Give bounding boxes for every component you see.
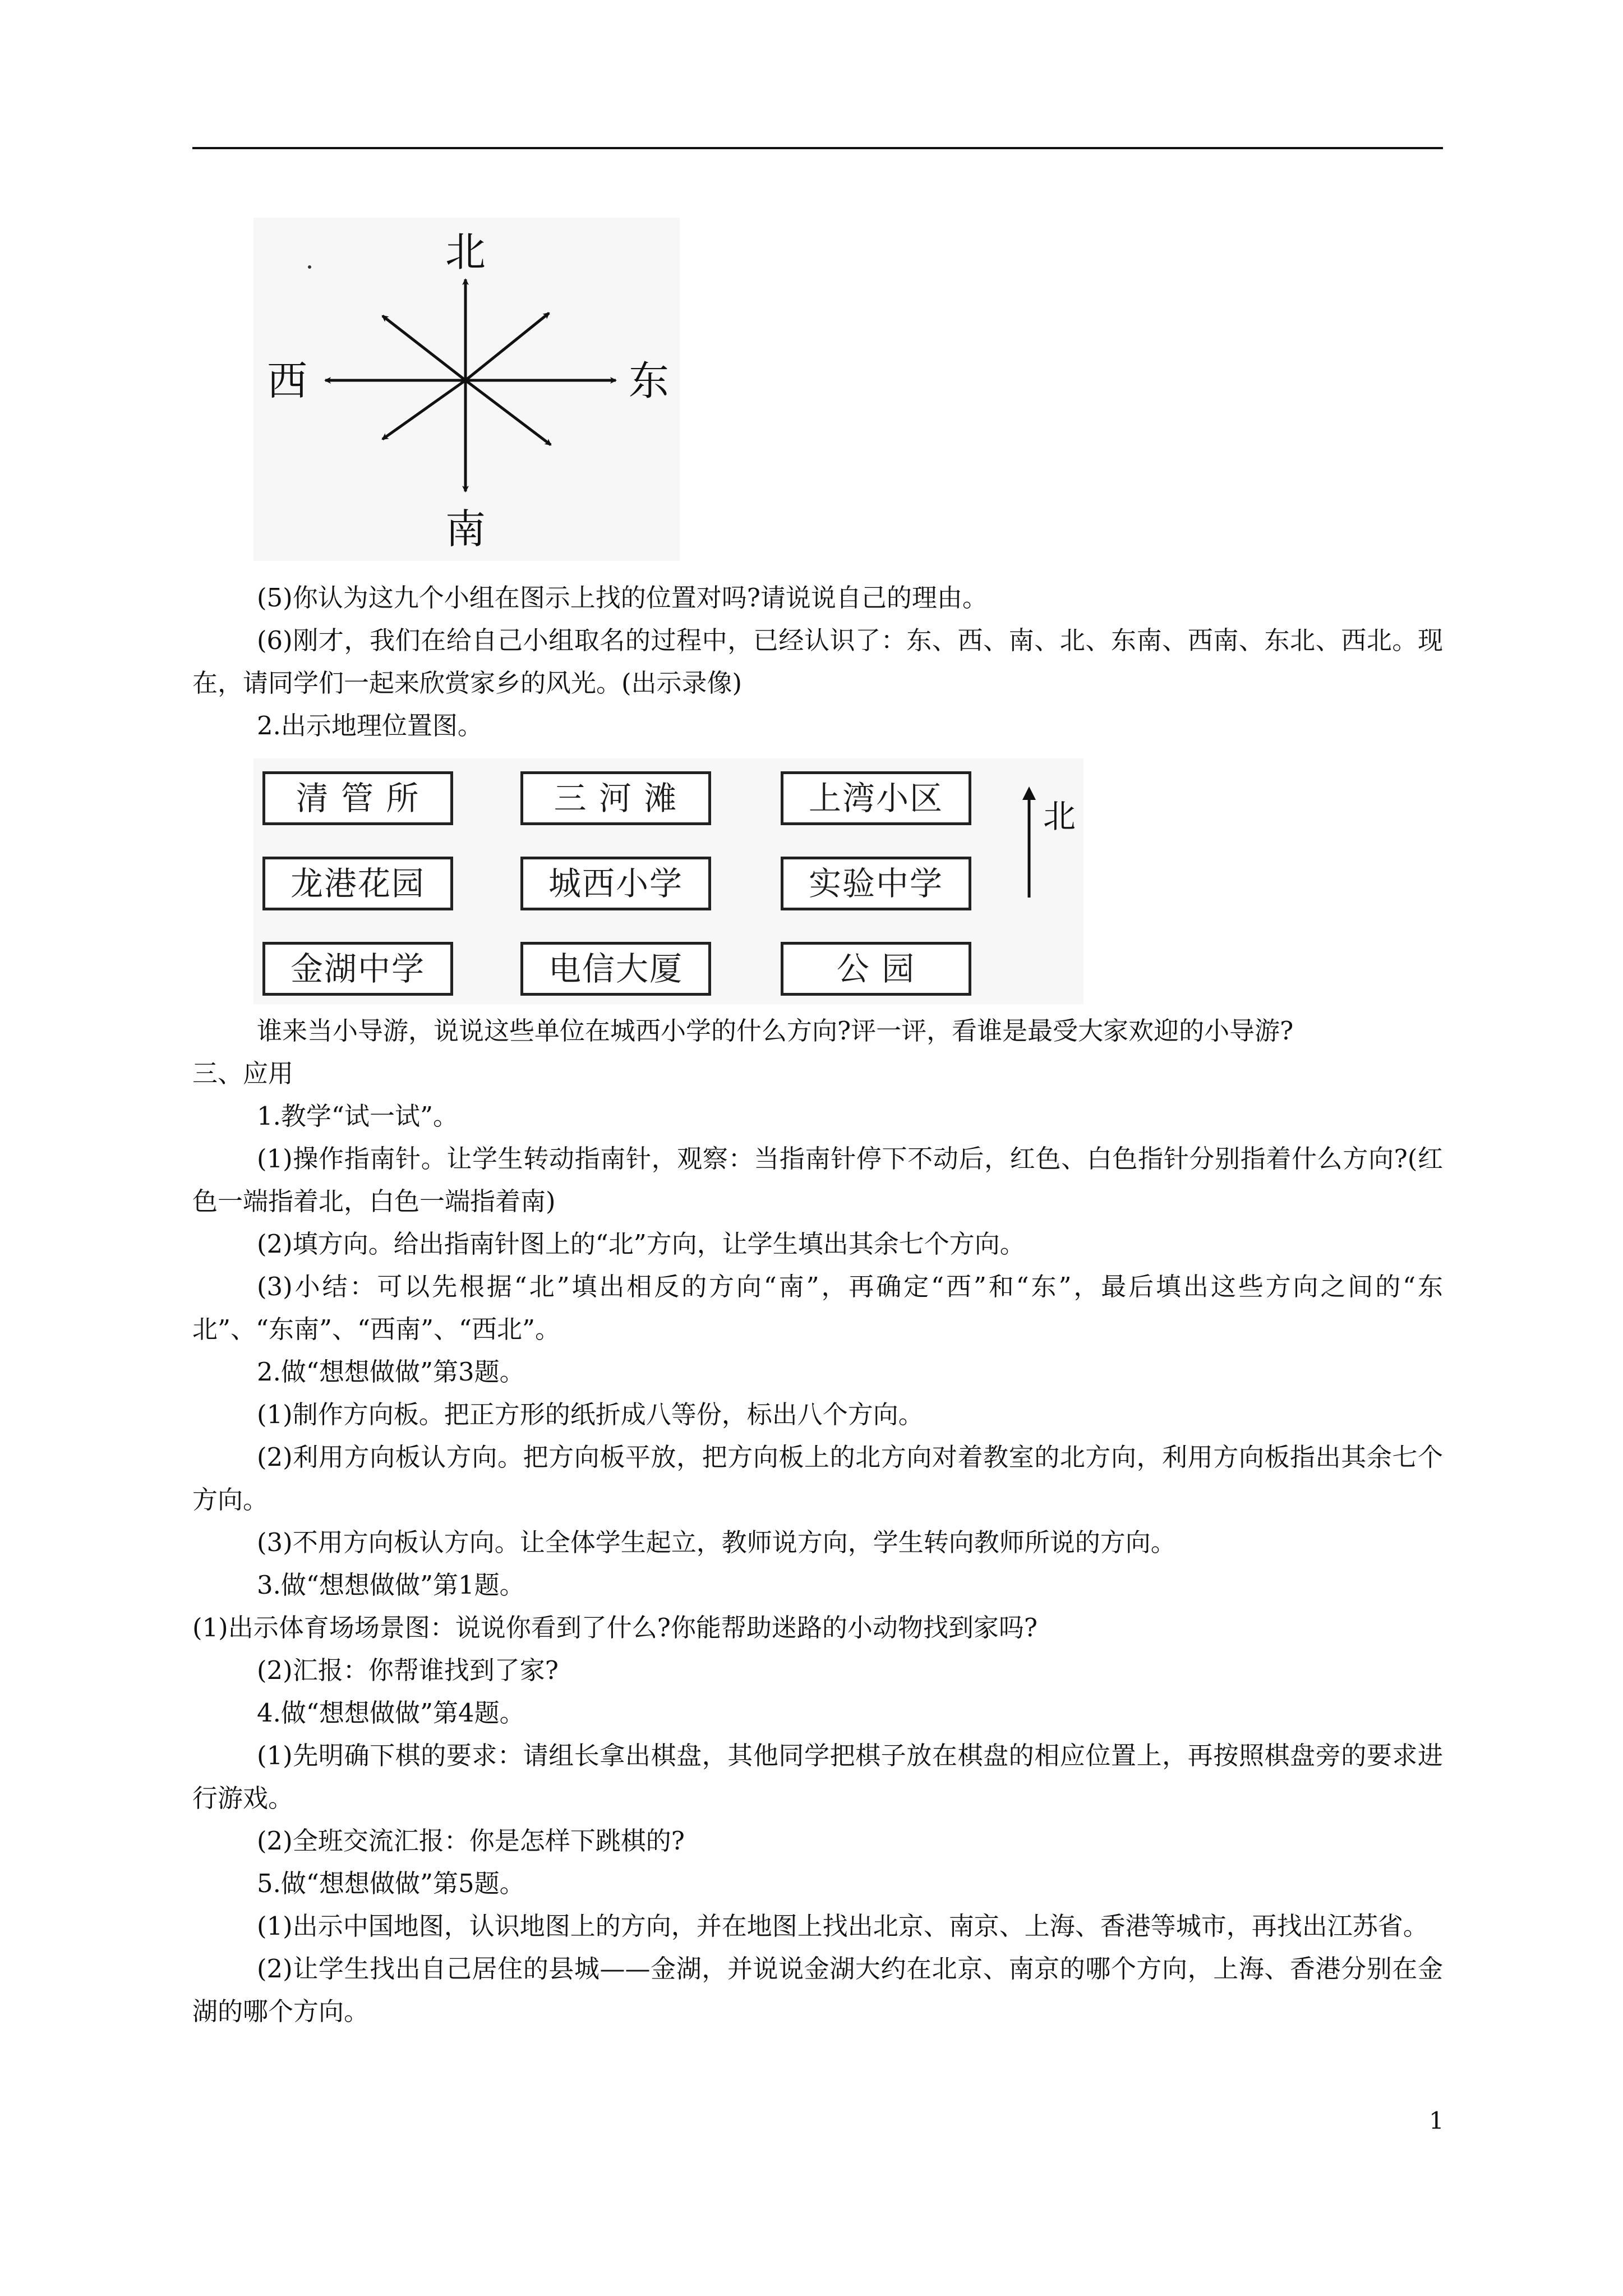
paragraph: (6)刚才，我们在给自己小组取名的过程中，已经认识了：东、西、南、北、东南、西南、东北、西北。现在，请同学们一起来欣赏家乡的风光。(出示录像) [192,625,1443,698]
west-label: 西 [266,357,308,404]
location-box: 电信大厦 [520,942,711,996]
paragraph: 3.做“想想做做”第1题。 [257,1570,525,1600]
paragraph: (2)全班交流汇报：你是怎样下跳棋的? [257,1826,685,1856]
paragraph: (1)操作指南针。让学生转动指南针，观察：当指南针停下不动后，红色、白色指针分别指着什么方向?(红色一端指着北，白色一端指着南) [192,1144,1443,1216]
location-box: 上湾小区 [781,771,971,825]
paragraph-block-bottom [192,1010,1443,2033]
north-label: 北 [445,228,486,275]
speck-dot [308,265,311,269]
paragraph: (2)利用方向板认方向。把方向板平放，把方向板上的北方向对着教室的北方向，利用方向板指出其余七个方向。 [192,1442,1443,1515]
paragraph: (2)让学生找出自己居住的县城——金湖，并说说金湖大约在北京、南京的哪个方向，上海、香港分别在金湖的哪个方向。 [192,1954,1443,2026]
location-box: 实验中学 [781,857,971,910]
paragraph-block-top [192,577,1443,747]
paragraph: 1.教学“试一试”。 [257,1101,458,1131]
paragraph: 5.做“想想做做”第5题。 [257,1869,525,1898]
northwest-arrow-line [382,316,465,380]
east-label: 东 [628,357,670,404]
paragraph: 2.做“想想做做”第3题。 [257,1357,525,1387]
northeast-arrow-line [465,313,549,380]
paragraph: (3)不用方向板认方向。让全体学生起立，教师说方向，学生转向教师所说的方向。 [257,1527,1176,1557]
south-label: 南 [445,505,486,553]
paragraph: (2)汇报：你帮谁找到了家? [257,1655,559,1685]
paragraph: (1)制作方向板。把正方形的纸折成八等份，标出八个方向。 [257,1400,924,1429]
location-box: 清 管 所 [262,771,453,825]
paragraph: 4.做“想想做做”第4题。 [257,1698,525,1728]
section-heading: 三、应用 [192,1059,294,1088]
paragraph: (2)填方向。给出指南针图上的“北”方向，让学生填出其余七个方向。 [257,1229,1025,1259]
paragraph: (5)你认为这九个小组在图示上找的位置对吗?请说说自己的理由。 [257,583,988,613]
paragraph: 谁来当小导游，说说这些单位在城西小学的什么方向?评一评，看谁是最受大家欢迎的小导游? [257,1016,1294,1046]
location-box: 龙港花园 [262,857,453,910]
location-box: 金湖中学 [262,942,453,996]
map-north-label: 北 [1043,797,1076,835]
compass-figure [253,218,680,561]
page-number: 1 [1429,2107,1444,2134]
north-arrow-icon [1018,785,1040,903]
paragraph: (1)出示中国地图，认识地图上的方向，并在地图上找出北京、南京、上海、香港等城市，再找出江苏省。 [257,1911,1428,1941]
header-rule [192,147,1443,149]
location-box: 三 河 滩 [520,771,711,825]
southeast-arrow-line [465,380,551,445]
location-box: 城西小学 [520,857,711,910]
paragraph: 2.出示地理位置图。 [257,711,483,740]
paragraph: (1)出示体育场场景图：说说你看到了什么?你能帮助迷路的小动物找到家吗? [192,1613,1038,1642]
southwest-arrow-line [382,380,465,439]
paragraph: (1)先明确下棋的要求：请组长拿出棋盘，其他同学把棋子放在棋盘的相应位置上，再按照棋盘旁的要求进行游戏。 [192,1741,1443,1813]
paragraph: (3)小结：可以先根据“北”填出相反的方向“南”，再确定“西”和“东”，最后填出这些方向之间的“东北”、“东南”、“西南”、“西北”。 [192,1272,1443,1344]
location-box: 公 园 [781,942,971,996]
